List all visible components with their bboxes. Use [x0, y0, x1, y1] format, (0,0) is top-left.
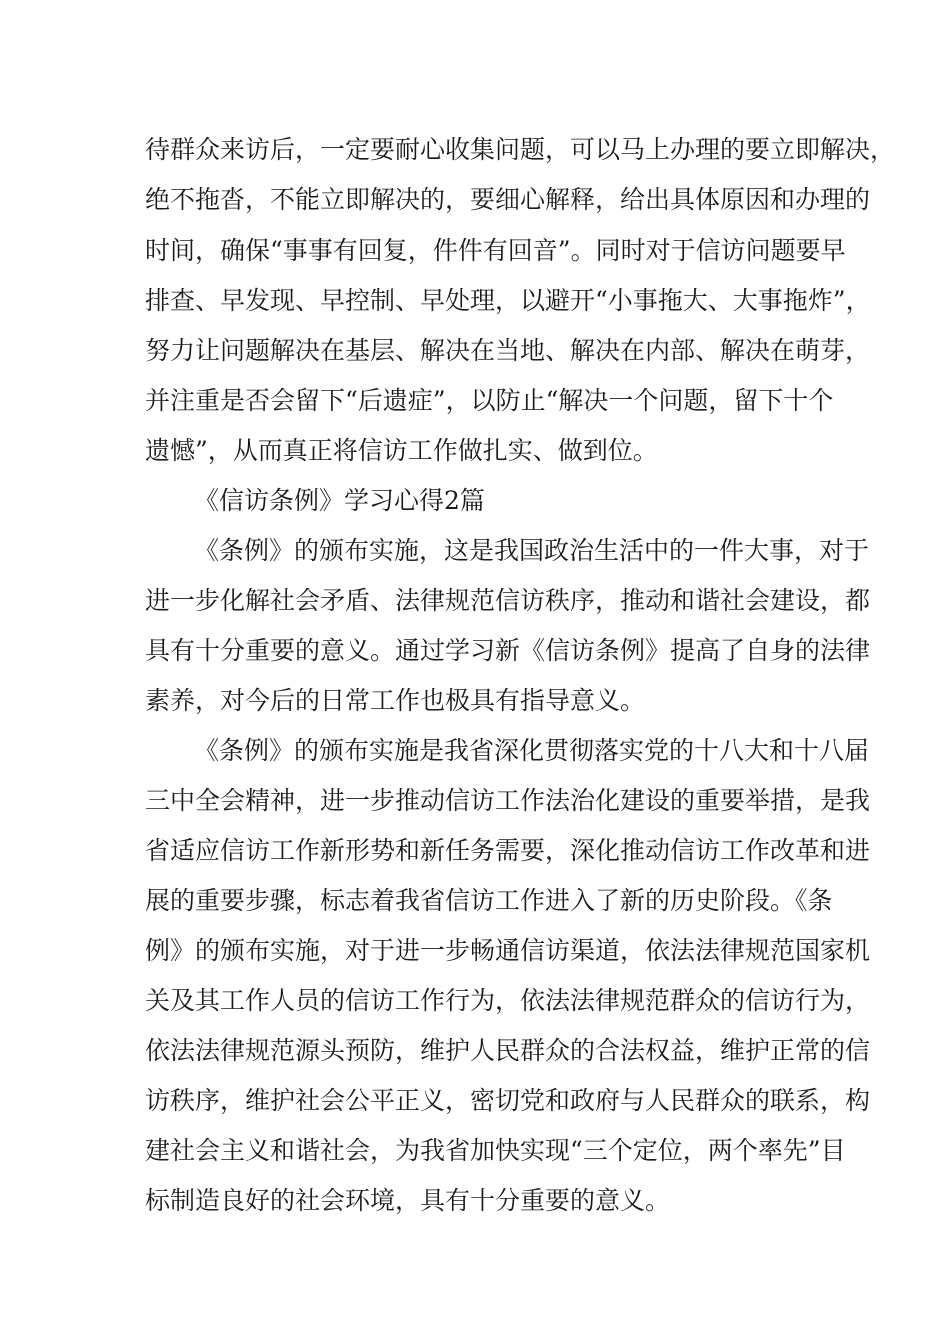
text-line: 并注重是否会留下“后遗症”，以防止“解决一个问题，留下十个: [145, 386, 834, 415]
text-line: 素养，对今后的日常工作也极具有指导意义。: [145, 686, 646, 715]
text-line: 展的重要步骤，标志着我省信访工作进入了新的历史阶段。《条: [145, 886, 833, 915]
text-line: 努力让问题解决在基层、解决在当地、解决在内部、解决在萌芽，: [145, 336, 871, 365]
text-line: 关及其工作人员的信访工作行为，依法法律规范群众的信访行为，: [145, 986, 871, 1015]
section-heading: 《信访条例》学习心得2篇: [194, 486, 485, 515]
text-line: 《条例》的颁布实施是我省深化贯彻落实党的十八大和十八届: [194, 736, 870, 765]
text-line: 建社会主义和谐社会，为我省加快实现“三个定位，两个率先”目: [145, 1136, 846, 1165]
text-line: 三中全会精神，进一步推动信访工作法治化建设的重要举措，是我: [145, 786, 871, 815]
text-line: 时间，确保“事事有回复，件件有回音”。同时对于信访问题要早: [145, 236, 846, 265]
text-line: 排查、早发现、早控制、早处理，以避开“小事拖大、大事拖炸”，: [145, 286, 871, 315]
text-line: 《条例》的颁布实施，这是我国政治生活中的一件大事，对于: [194, 536, 870, 565]
text-line: 遗憾”，从而真正将信访工作做扎实、做到位。: [145, 436, 658, 465]
text-line: 访秩序，维护社会公平正义，密切党和政府与人民群众的联系，构: [145, 1086, 871, 1115]
text-line: 待群众来访后，一定要耐心收集问题，可以马上办理的要立即解决，: [145, 135, 896, 164]
text-line: 进一步化解社会矛盾、法律规范信访秩序，推动和谐社会建设，都: [145, 586, 871, 615]
text-line: 依法法律规范源头预防，维护人民群众的合法权益，维护正常的信: [145, 1036, 871, 1065]
text-line: 具有十分重要的意义。通过学习新《信访条例》提高了自身的法律: [145, 636, 871, 665]
text-line: 省适应信访工作新形势和新任务需要，深化推动信访工作改革和进: [145, 836, 871, 865]
text-line: 绝不拖沓，不能立即解决的，要细心解释，给出具体原因和办理的: [145, 185, 871, 214]
text-line: 标制造良好的社会环境，具有十分重要的意义。: [145, 1186, 671, 1215]
text-line: 例》的颁布实施，对于进一步畅通信访渠道，依法法律规范国家机: [145, 936, 871, 965]
